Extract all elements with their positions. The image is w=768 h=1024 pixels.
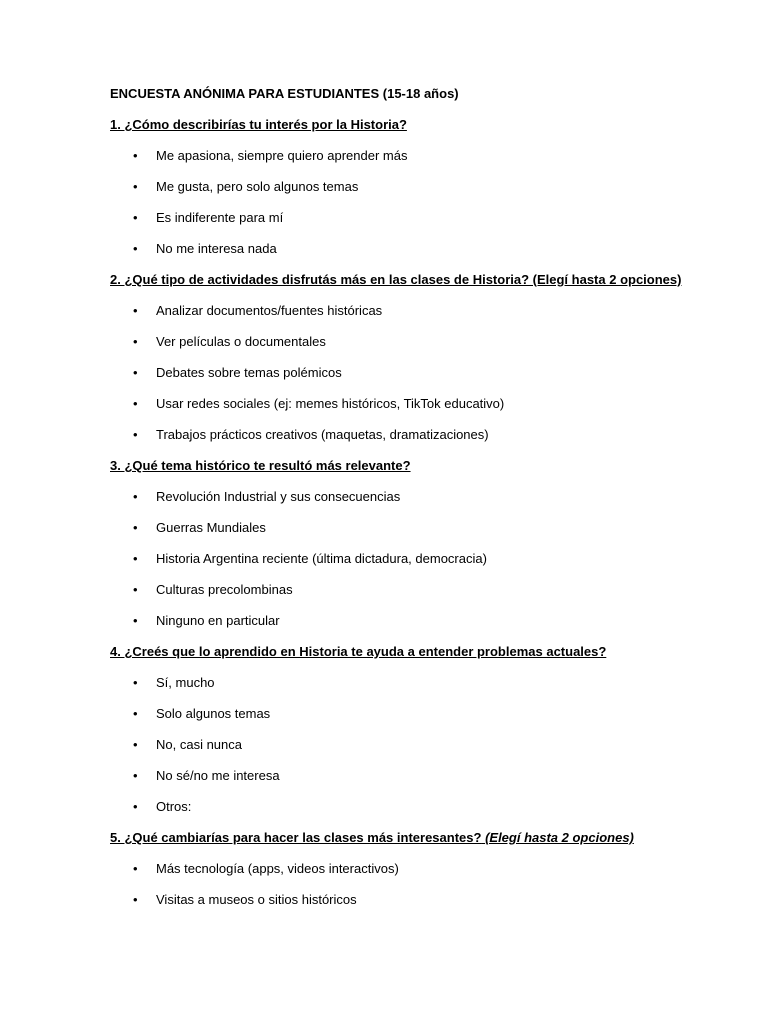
list-item [133,737,242,752]
option-text: Más tecnología (apps, videos interactivos) [156,861,399,876]
option-text: Es indiferente para mí [156,210,284,225]
bullet-icon: • [133,768,138,783]
list-item [133,861,399,876]
list-item [133,427,489,442]
list-item [133,520,266,535]
list-item [133,768,280,783]
option-text: Usar redes sociales (ej: memes históricos, TikTok educativo) [156,396,505,411]
question-1-title: 1. ¿Cómo describirías tu interés por la Historia? [110,117,407,132]
option-text: Ninguno en particular [156,613,280,628]
list-item [133,675,215,690]
bullet-icon: • [133,737,138,752]
option-text: Me gusta, pero solo algunos temas [156,179,359,194]
list-item [133,706,270,721]
option-text: Otros: [156,799,192,814]
option-text: Trabajos prácticos creativos (maquetas, dramatizaciones) [156,427,489,442]
list-item [133,489,400,504]
list-item [133,334,326,349]
bullet-icon: • [133,210,138,225]
bullet-icon: • [133,799,138,814]
bullet-icon: • [133,892,138,907]
bullet-icon: • [133,148,138,163]
list-item [133,303,382,318]
bullet-icon: • [133,551,138,566]
option-text: Analizar documentos/fuentes históricas [156,303,383,318]
question-2-title: 2. ¿Qué tipo de actividades disfrutás más en las clases de Historia? (Elegí hasta 2 opciones) [110,272,682,287]
list-item [133,892,357,907]
list-item [133,551,487,566]
option-text: Debates sobre temas polémicos [156,365,342,380]
document-title: ENCUESTA ANÓNIMA PARA ESTUDIANTES (15-18 años) [110,86,459,101]
bullet-icon: • [133,241,138,256]
list-item [133,613,280,628]
bullet-icon: • [133,489,138,504]
list-item [133,396,504,411]
option-text: Historia Argentina reciente (última dictadura, democracia) [156,551,487,566]
bullet-icon: • [133,520,138,535]
list-item [133,799,191,814]
bullet-icon: • [133,861,138,876]
list-item [133,148,407,163]
list-item [133,179,358,194]
bullet-icon: • [133,179,138,194]
question-3-title: 3. ¿Qué tema histórico te resultó más relevante? [110,458,411,473]
bullet-icon: • [133,396,138,411]
option-text: Visitas a museos o sitios históricos [156,892,357,907]
question-5-title-text: 5. ¿Qué cambiarías para hacer las clases más interesantes? [110,830,482,845]
question-5-title-note: (Elegí hasta 2 opciones) [485,830,634,845]
bullet-icon: • [133,303,138,318]
bullet-icon: • [133,427,138,442]
option-text: No sé/no me interesa [156,768,280,783]
bullet-icon: • [133,613,138,628]
bullet-icon: • [133,582,138,597]
option-text: Culturas precolombinas [156,582,293,597]
question-5-title [110,830,634,845]
list-item [133,210,283,225]
option-text: Sí, mucho [156,675,215,690]
bullet-icon: • [133,675,138,690]
option-text: Guerras Mundiales [156,520,266,535]
question-4-title: 4. ¿Creés que lo aprendido en Historia te ayuda a entender problemas actuales? [110,644,607,659]
option-text: Solo algunos temas [156,706,271,721]
list-item [133,365,342,380]
bullet-icon: • [133,365,138,380]
bullet-icon: • [133,706,138,721]
list-item [133,582,293,597]
list-item [133,241,277,256]
option-text: Me apasiona, siempre quiero aprender más [156,148,408,163]
option-text: Revolución Industrial y sus consecuencias [156,489,401,504]
option-text: No me interesa nada [156,241,277,256]
option-text: No, casi nunca [156,737,242,752]
option-text: Ver películas o documentales [156,334,326,349]
bullet-icon: • [133,334,138,349]
